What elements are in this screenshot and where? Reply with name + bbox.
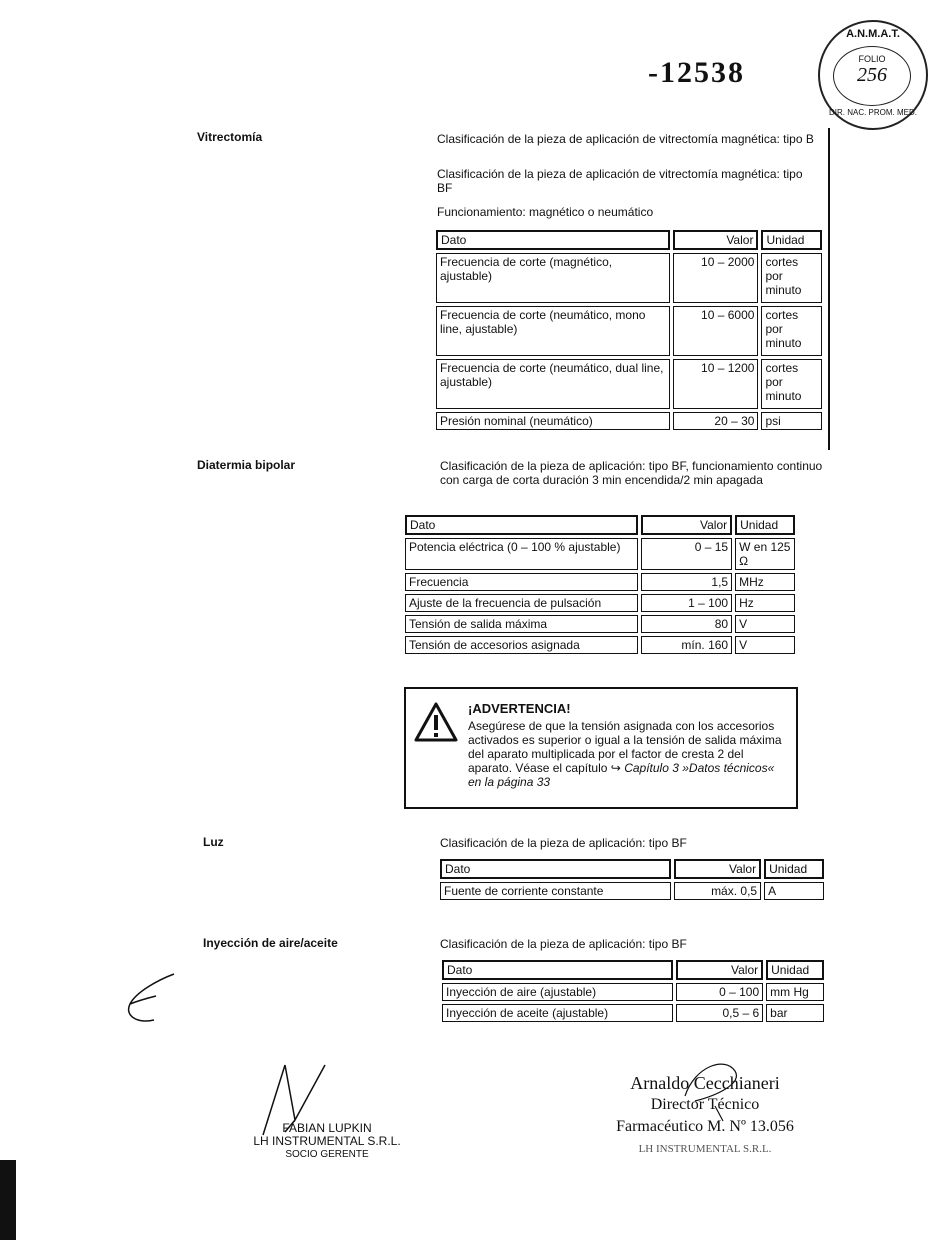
table-row: [405, 573, 795, 591]
diatermia-table: [402, 512, 798, 657]
stamp-bottom-text: DIR. NAC. PROM. MED.: [828, 108, 917, 117]
vitrectomia-para-3: Funcionamiento: magnético o neumático: [437, 205, 654, 219]
cell-valor: mín. 160: [641, 636, 732, 654]
header-dato: Dato: [442, 960, 673, 980]
cell-dato: Ajuste de la frecuencia de pulsación: [405, 594, 638, 612]
table-row: [440, 882, 824, 900]
diatermia-para-1: Clasificación de la pieza de aplicación: tipo BF, funcionamiento continuo con carga de corta duración 3 min encendida/2 min apagada: [440, 459, 823, 487]
section-label-inyeccion: Inyección de aire/aceite: [203, 936, 338, 950]
cell-dato: Inyección de aire (ajustable): [442, 983, 673, 1001]
table-row: [405, 538, 795, 570]
right-signature-role: Director Técnico: [650, 1096, 760, 1113]
table-row: [405, 594, 795, 612]
table-row: [442, 983, 824, 1001]
cell-unidad: V: [735, 615, 795, 633]
table-header-row: [436, 230, 822, 250]
table-row: [436, 412, 822, 430]
cell-unidad: cortes por minuto: [761, 306, 822, 356]
cell-unidad: W en 125 Ω: [735, 538, 795, 570]
right-signature-block: [585, 1072, 825, 1160]
table-row: [436, 253, 822, 303]
table-row: [436, 306, 822, 356]
anmat-stamp: [818, 20, 928, 130]
cell-valor: 1 – 100: [641, 594, 732, 612]
section-label-diatermia: Diatermia bipolar: [197, 458, 296, 472]
left-signature-company: LH INSTRUMENTAL S.R.L.: [253, 1134, 401, 1148]
warning-text: [468, 719, 790, 789]
table-header-row: [442, 960, 824, 980]
header-unidad: Unidad: [761, 230, 822, 250]
table-row: [442, 1004, 824, 1022]
stamp-label: FOLIO: [858, 54, 886, 64]
section-label-luz: Luz: [203, 835, 224, 849]
cell-unidad: V: [735, 636, 795, 654]
cell-dato: Fuente de corriente constante: [440, 882, 671, 900]
cell-valor: 10 – 2000: [673, 253, 759, 303]
cell-valor: máx. 0,5: [674, 882, 761, 900]
luz-para-1: Clasificación de la pieza de aplicación: tipo BF: [440, 836, 687, 850]
cell-valor: 0 – 100: [676, 983, 763, 1001]
cell-dato: Inyección de aceite (ajustable): [442, 1004, 673, 1022]
cell-valor: 10 – 1200: [673, 359, 759, 409]
document-number: -12538: [648, 56, 745, 89]
right-signature-license: Farmacéutico M. Nº 13.056: [616, 1118, 794, 1135]
chapter-link[interactable]: Capítulo 3 »Datos técnicos« en la página 33: [468, 761, 775, 789]
header-unidad: Unidad: [735, 515, 795, 535]
cell-unidad: Hz: [735, 594, 795, 612]
cell-unidad: cortes por minuto: [761, 253, 822, 303]
header-dato: Dato: [436, 230, 670, 250]
stamp-top-text: A.N.M.A.T.: [846, 28, 900, 40]
cell-unidad: cortes por minuto: [761, 359, 822, 409]
cell-unidad: A: [764, 882, 824, 900]
header-valor: Valor: [641, 515, 732, 535]
section-label-vitrectomia: Vitrectomía: [197, 130, 263, 144]
cell-dato: Potencia eléctrica (0 – 100 % ajustable): [405, 538, 638, 570]
cell-valor: 10 – 6000: [673, 306, 759, 356]
header-valor: Valor: [673, 230, 759, 250]
left-signature-name: FABIAN LUPKIN: [282, 1121, 372, 1135]
cell-unidad: MHz: [735, 573, 795, 591]
vitrectomia-para-1: Clasificación de la pieza de aplicación de vitrectomía magnética: tipo B: [437, 132, 814, 146]
cell-unidad: mm Hg: [766, 983, 824, 1001]
stamp-inner-circle: [833, 46, 911, 106]
cell-valor: 0,5 – 6: [676, 1004, 763, 1022]
right-signature-company: LH INSTRUMENTAL S.R.L.: [638, 1143, 772, 1155]
left-signature-block: [242, 1122, 412, 1161]
link-arrow-icon: ↪: [610, 761, 621, 775]
warning-title: ¡ADVERTENCIA!: [468, 701, 571, 716]
margin-line: [828, 128, 830, 450]
cell-dato: Frecuencia: [405, 573, 638, 591]
inyeccion-para-1: Clasificación de la pieza de aplicación: tipo BF: [440, 937, 687, 951]
cell-dato: Frecuencia de corte (neumático, dual line, ajustable): [436, 359, 670, 409]
cell-valor: 80: [641, 615, 732, 633]
cell-dato: Tensión de accesorios asignada: [405, 636, 638, 654]
table-header-row: [440, 859, 824, 879]
cell-dato: Frecuencia de corte (neumático, mono line, ajustable): [436, 306, 670, 356]
header-dato: Dato: [440, 859, 671, 879]
cell-valor: 1,5: [641, 573, 732, 591]
header-valor: Valor: [674, 859, 761, 879]
stamp-number: 256: [857, 64, 887, 86]
left-signature-role: SOCIO GERENTE: [285, 1149, 369, 1160]
luz-table: [437, 856, 827, 903]
handwritten-mark: [118, 970, 182, 1034]
header-unidad: Unidad: [764, 859, 824, 879]
table-row: [405, 615, 795, 633]
cell-unidad: psi: [761, 412, 822, 430]
header-valor: Valor: [676, 960, 763, 980]
cell-dato: Frecuencia de corte (magnético, ajustable): [436, 253, 670, 303]
table-row: [405, 636, 795, 654]
cell-valor: 20 – 30: [673, 412, 759, 430]
header-dato: Dato: [405, 515, 638, 535]
cell-valor: 0 – 15: [641, 538, 732, 570]
cell-dato: Tensión de salida máxima: [405, 615, 638, 633]
scan-edge-bar: [0, 1160, 16, 1240]
table-header-row: [405, 515, 795, 535]
cell-unidad: bar: [766, 1004, 824, 1022]
header-unidad: Unidad: [766, 960, 824, 980]
vitrectomia-table: [433, 227, 825, 433]
vitrectomia-para-2: Clasificación de la pieza de aplicación de vitrectomía magnética: tipo BF: [437, 167, 803, 195]
right-signature-name: Arnaldo Cecchianeri: [630, 1073, 780, 1093]
inyeccion-table: [439, 957, 827, 1025]
warning-triangle-icon: [414, 701, 458, 743]
cell-dato: Presión nominal (neumático): [436, 412, 670, 430]
warning-box: [404, 687, 798, 809]
table-row: [436, 359, 822, 409]
warning-body: Asegúrese de que la tensión asignada con los accesorios activados es superior o igual a la tensión de salida máxima del aparato multiplicada por el factor de cresta 2 del aparato. Véase el capítulo: [468, 719, 782, 775]
